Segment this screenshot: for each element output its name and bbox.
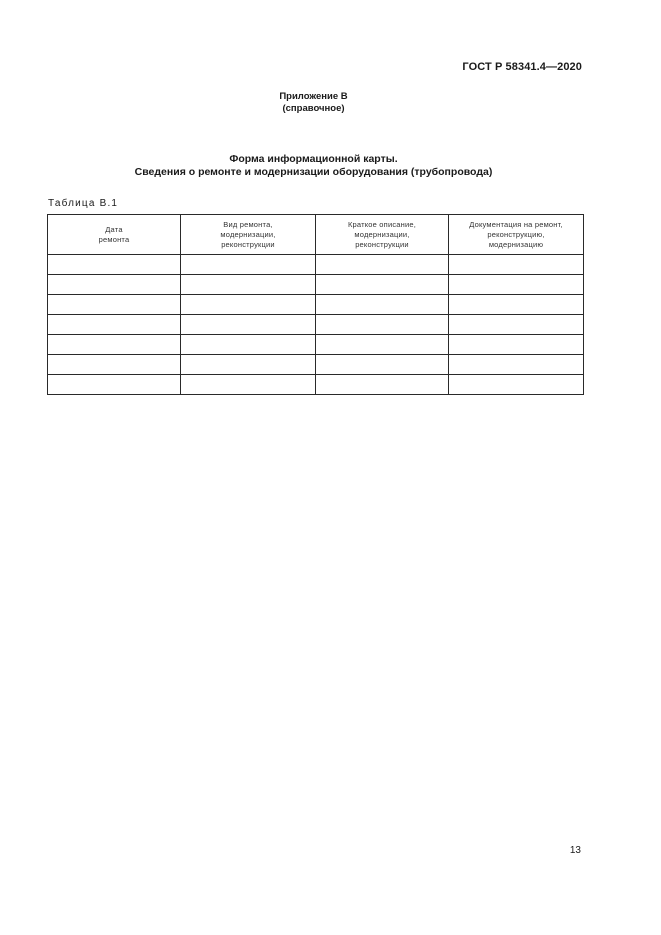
table-cell xyxy=(316,335,449,355)
table-cell xyxy=(449,355,584,375)
repair-table xyxy=(47,214,584,395)
column-header-repair-date xyxy=(48,215,181,255)
table-cell xyxy=(48,335,181,355)
table-header-row xyxy=(48,215,584,255)
form-title xyxy=(0,153,627,179)
table-cell xyxy=(316,275,449,295)
header-line: Документация на ремонт, xyxy=(469,219,563,229)
appendix-heading xyxy=(0,91,627,115)
table-cell xyxy=(181,375,316,395)
header-line: ремонта xyxy=(98,234,130,244)
table-cell xyxy=(181,335,316,355)
table-cell xyxy=(181,255,316,275)
table-row xyxy=(48,335,584,355)
table-cell xyxy=(48,375,181,395)
table-cell xyxy=(48,275,181,295)
table-row xyxy=(48,355,584,375)
table-cell xyxy=(449,375,584,395)
table-cell xyxy=(316,375,449,395)
header-line: модернизацию xyxy=(488,239,544,249)
header-line: модернизации, xyxy=(354,229,410,239)
table-row xyxy=(48,275,584,295)
table-cell xyxy=(316,255,449,275)
appendix-title: Приложение В xyxy=(279,91,348,102)
table-cell xyxy=(449,255,584,275)
table-cell xyxy=(181,315,316,335)
column-header-documentation xyxy=(449,215,584,255)
repair-table-container xyxy=(47,214,583,395)
table-cell xyxy=(181,355,316,375)
form-title-line-2: Сведения о ремонте и модернизации оборудования (трубопровода) xyxy=(134,166,493,178)
table-cell xyxy=(449,275,584,295)
header-line: Краткое описание, xyxy=(347,219,417,229)
table-row xyxy=(48,255,584,275)
header-line: модернизации, xyxy=(220,229,276,239)
page-number: 13 xyxy=(569,845,581,856)
table-cell xyxy=(48,255,181,275)
table-cell xyxy=(48,315,181,335)
table-cell xyxy=(316,355,449,375)
column-header-repair-type xyxy=(181,215,316,255)
table-caption: Таблица В.1 xyxy=(48,198,119,209)
document-code: ГОСТ Р 58341.4—2020 xyxy=(462,61,582,73)
table-cell xyxy=(181,275,316,295)
appendix-subtitle: (справочное) xyxy=(282,103,345,114)
table-cell xyxy=(181,295,316,315)
header-line: Дата xyxy=(105,224,123,234)
form-title-line-1: Форма информационной карты. xyxy=(229,153,398,165)
table-row xyxy=(48,295,584,315)
table-row xyxy=(48,375,584,395)
table-cell xyxy=(316,295,449,315)
column-header-short-description xyxy=(316,215,449,255)
table-cell xyxy=(316,315,449,335)
table-cell xyxy=(449,315,584,335)
table-cell xyxy=(449,335,584,355)
table-cell xyxy=(48,295,181,315)
header-line: реконструкцию, xyxy=(487,229,545,239)
table-cell xyxy=(48,355,181,375)
table-row xyxy=(48,315,584,335)
header-line: реконструкции xyxy=(221,239,275,249)
header-line: Вид ремонта, xyxy=(223,219,273,229)
table-cell xyxy=(449,295,584,315)
header-line: реконструкции xyxy=(355,239,409,249)
table-body xyxy=(48,255,584,395)
